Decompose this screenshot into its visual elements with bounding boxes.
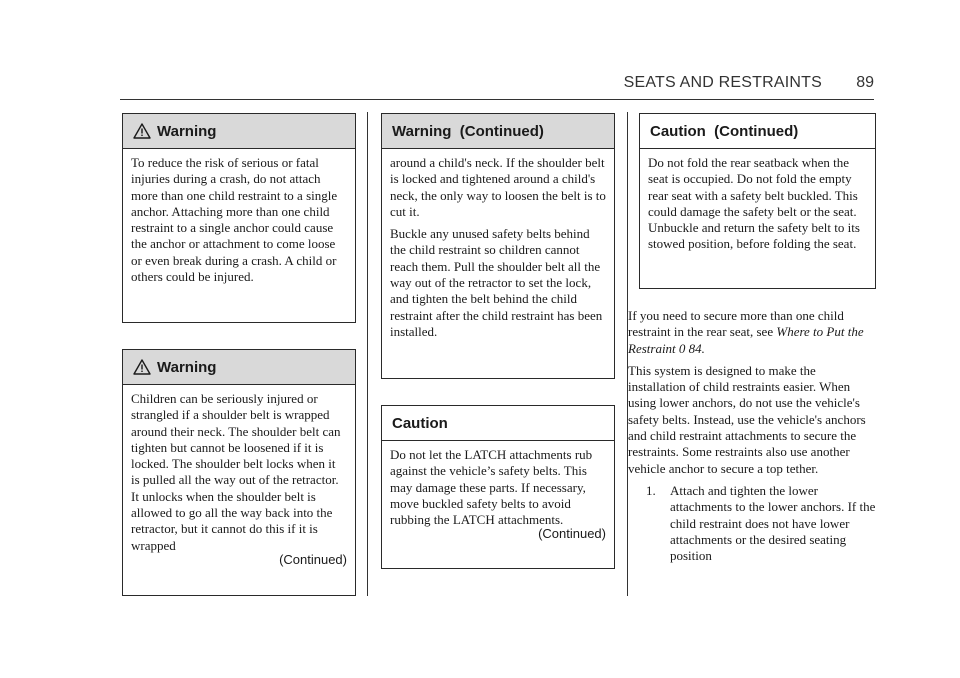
reference-page[interactable]: 0 84. [678, 340, 705, 356]
reference-link[interactable]: Where to Put the Restraint [628, 324, 864, 356]
warning-header [123, 114, 355, 149]
caution-continued-header [640, 114, 875, 149]
caution-body [382, 441, 614, 543]
caution-continued-body [640, 149, 875, 253]
warning-triangle-icon [133, 123, 151, 139]
column-3-text [628, 308, 876, 564]
caution-continued-text: Do not fold the rear seatback when the seat is occupied. Do not fold the empty rear seat with a safety belt buckled. This could damage the safety belt or the seat. Unbuckle and return the safety belt to its stowed position, before folding the seat. [648, 155, 860, 252]
warning-title: Warning [157, 122, 217, 140]
paragraph-text: If you need to secure more than one child restraint in the rear seat, see [628, 308, 844, 340]
column-divider-1 [367, 112, 368, 596]
paragraph-see-reference [628, 308, 876, 357]
list-item [628, 483, 876, 564]
caution-header [382, 406, 614, 441]
warning-continued-box [381, 113, 615, 379]
paragraph-system: This system is designed to make the installation of child restraints easier. When using lower anchors, do not use the vehicle's safety belts. Instead, use the vehicle's anchors and child restraint attachments to secure the restraints. Some restraints also use another vehicle anchor to secure a top tether. [628, 362, 866, 476]
warning-text: Children can be seriously injured or strangled if a shoulder belt is wrapped around their neck. The shoulder belt can tighten but cannot be loosened if it is locked. The shoulder belt locks when it is pulled all the way out of the retractor. It unlocks when the shoulder belt is allowed to go all the way back into the retractor, but it cannot do this if it is wrapped [131, 391, 341, 553]
page-number: 89 [856, 74, 874, 91]
warning-header [123, 350, 355, 385]
warning-continued-title: Warning (Continued) [392, 122, 544, 140]
header-rule [120, 99, 874, 100]
caution-text: Do not let the LATCH attachments rub against the vehicle’s safety belts. This may damage these parts. If necessary, move buckled safety belts to avoid rubbing the LATCH attachments. [390, 447, 593, 528]
warning-continued-paragraph-2: Buckle any unused safety belts behind the child restraint so children cannot reach them. Pull the shoulder belt all the way out of the retractor to set the lock, and tighten the belt behind the child restraint after the child restraint has been installed. [390, 226, 603, 339]
warning-body [123, 385, 355, 568]
caution-box [381, 405, 615, 569]
warning-text: To reduce the risk of serious or fatal injuries during a crash, do not attach more than one child restraint to a single anchor. Attaching more than one child restraint to a single anchor could cause the anchor or attachment to come loose or even break during a crash. A child or others could be injured. [131, 155, 338, 285]
warning-triangle-icon [133, 359, 151, 375]
warning-title: Warning [157, 358, 217, 376]
continued-label: (Continued) [538, 526, 606, 542]
steps-list [628, 483, 876, 564]
warning-continued-header [382, 114, 614, 149]
continued-label: (Continued) [279, 551, 347, 567]
step-text: Attach and tighten the lower attachments to the lower anchors. If the child restraint does not have lower attachments or the desired seating position [670, 482, 876, 564]
warning-body [123, 149, 355, 285]
caution-continued-title: Caution (Continued) [650, 122, 799, 140]
section-title: SEATS AND RESTRAINTS [623, 74, 822, 91]
step-number: 1. [646, 482, 656, 498]
warning-continued-body [382, 149, 614, 340]
warning-box-1 [122, 113, 356, 323]
warning-box-2 [122, 349, 356, 596]
caution-continued-box [639, 113, 876, 289]
warning-continued-paragraph-1: around a child's neck. If the shoulder belt is locked and tightened around a child's neck, the only way to loosen the belt is to cut it. [390, 155, 606, 219]
caution-title: Caution [392, 414, 448, 432]
